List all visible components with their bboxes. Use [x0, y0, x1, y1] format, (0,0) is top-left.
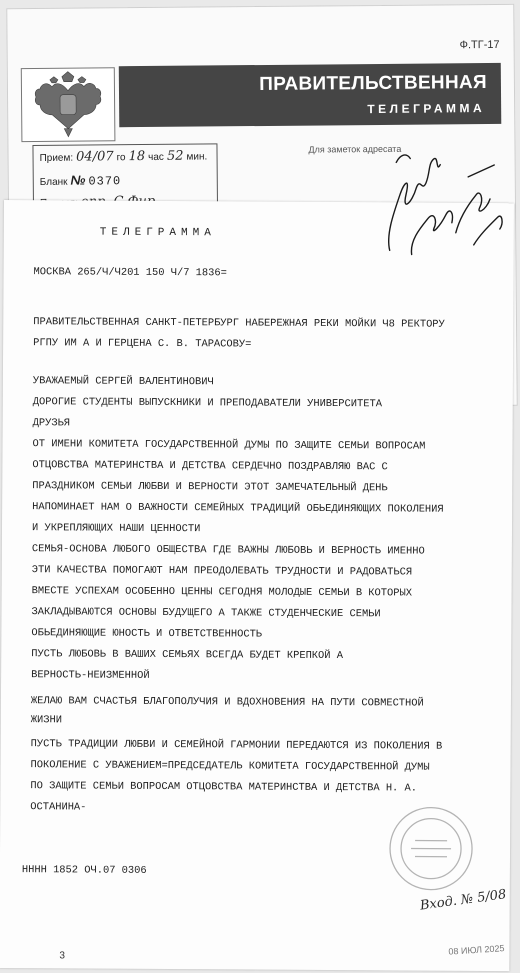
telegram-line: ПРАВИТЕЛЬСТВЕННАЯ САНКТ-ПЕТЕРБУРГ НАБЕРЕЖНАЯ РЕКИ МОЙКИ Ч8 РЕКТОРУ — [33, 316, 445, 331]
telegram-line: ПОКОЛЕНИЕ С УВАЖЕНИЕМ=ПРЕДСЕДАТЕЛЬ КОМИТЕТА ГОСУДАРСТВЕННОЙ ДУМЫ — [30, 759, 430, 774]
addressee-notes-label: Для заметок адресата — [308, 143, 402, 155]
telegram-line: ПО ЗАЩИТЕ СЕМЬИ ВОПРОСАМ ОТЦОВСТВА МАТЕРИНСТВА И ДЕТСТВА Н. А. — [30, 780, 418, 795]
telegram-line: ОСТАНИНА- — [30, 801, 87, 814]
telegram-line: ДРУЗЬЯ — [32, 417, 71, 430]
reception-date-suffix: го — [116, 152, 126, 164]
telegram-line: ПУСТЬ ТРАДИЦИИ ЛЮБВИ И СЕМЕЙНОЙ ГАРМОНИИ ПЕРЕДАЮТСЯ ИЗ ПОКОЛЕНИЯ В — [30, 738, 443, 753]
blank-row — [40, 172, 122, 189]
telegram-line: МОСКВА 265/Ч/Ч201 150 Ч/7 1836= — [33, 266, 227, 280]
telegram-line: РГПУ ИМ А И ГЕРЦЕНА С. В. ТАРАСОВУ= — [33, 337, 252, 351]
telegram-footer-code: НННН 1852 ОЧ.07 0306 — [21, 864, 147, 877]
telegram-line: ВМЕСТЕ УСПЕХАМ ОСОБЕННО ЦЕННЫ СЕГОДНЯ МОЛОДЫЕ СЕМЬИ В КОТОРЫХ — [31, 585, 412, 600]
handwritten-resolution — [376, 142, 517, 273]
telegram-line: ЗАКЛАДЫВАЮТСЯ ОСНОВЫ БУДУЩЕГО А ТАКЖЕ СТУДЕНЧЕСКИЕ СЕМЬИ — [31, 606, 381, 621]
incoming-registration-mark: Вход. № 5/08 — [419, 887, 508, 914]
telegram-line: ЭТИ КАЧЕСТВА ПОМОГАЮТ НАМ ПРЕОДОЛЕВАТЬ ТРУДНОСТИ И РАДОВАТЬСЯ — [31, 564, 413, 579]
telegram-line: ЖЕЛАЮ ВАМ СЧАСТЬЯ БЛАГОПОЛУЧИЯ И ВДОХНОВЕНИЯ НА ПУТИ СОВМЕСТНОЙ — [30, 695, 424, 710]
reception-label: Прием: — [39, 152, 74, 164]
telegram-line: ПУСТЬ ЛЮБОВЬ В ВАШИХ СЕМЬЯХ ВСЕГДА БУДЕТ КРЕПКОЙ А — [31, 648, 344, 663]
telegram-line: ПРАЗДНИКОМ СЕМЬИ ЛЮБВИ И ВЕРНОСТИ ЭТОТ ЗАМЕЧАТЕЛЬНЫЙ ДЕНЬ — [32, 480, 388, 495]
banner-subtitle: ТЕЛЕГРАММА — [367, 101, 486, 117]
blank-number-sign: № — [70, 172, 86, 188]
telegram-heading: ТЕЛЕГРАММА — [99, 226, 216, 240]
form-code: Ф.ТГ-17 — [459, 38, 500, 52]
reception-hour-suffix: час — [148, 151, 164, 163]
reception-date: 04/07 — [76, 149, 114, 165]
blank-number: 0370 — [88, 174, 122, 189]
reception-row — [39, 148, 207, 164]
telegram-line: ОТЦОВСТВА МАТЕРИНСТВА И ДЕТСТВА СЕРДЕЧНО ПОЗДРАВЛЯЮ ВАС С — [32, 459, 388, 474]
government-banner — [119, 63, 502, 127]
telegram-line: НАПОМИНАЕТ НАМ О ВАЖНОСТИ СЕМЕЙНЫХ ТРАДИЦИЙ ОБЬЕДИНЯЮЩИХ ПОКОЛЕНИЯ — [32, 501, 444, 516]
telegram-line: УВАЖАЕМЫЙ СЕРГЕЙ ВАЛЕНТИНОВИЧ — [32, 375, 214, 389]
telegram-paper — [0, 200, 514, 971]
reception-minutes-suffix: мин. — [186, 151, 208, 163]
telegram-line: ЖИЗНИ — [30, 714, 63, 727]
stamp-date: 08 ИЮЛ 2025 — [448, 943, 505, 957]
telegram-line: ОТ ИМЕНИ КОМИТЕТА ГОСУДАРСТВЕННОЙ ДУМЫ ПО ЗАЩИТЕ СЕМЬИ ВОПРОСАМ — [32, 438, 426, 453]
double-headed-eagle-icon — [22, 68, 115, 141]
telegram-line: СЕМЬЯ-ОСНОВА ЛЮБОГО ОБЩЕСТВА ГДЕ ВАЖНЫ ЛЮБОВЬ И ВЕРНОСТЬ ИМЕННО — [31, 543, 425, 558]
reception-hour: 18 — [128, 149, 146, 165]
telegram-line: ДОРОГИЕ СТУДЕНТЫ ВЫПУСКНИКИ И ПРЕПОДАВАТЕЛИ УНИВЕРСИТЕТА — [32, 396, 382, 411]
reception-minutes: 52 — [166, 148, 184, 164]
blank-label: Бланк — [39, 176, 68, 188]
page-number: 3 — [59, 950, 65, 962]
round-stamp — [385, 802, 478, 895]
banner-title: ПРАВИТЕЛЬСТВЕННАЯ — [259, 72, 488, 96]
telegram-line: И УКРЕПЛЯЮЩИХ НАШИ ЦЕННОСТИ — [31, 522, 201, 536]
telegram-line: ВЕРНОСТЬ-НЕИЗМЕННОЙ — [31, 669, 150, 682]
coat-of-arms-emblem — [21, 67, 116, 142]
telegram-line: ОБЬЕДИНЯЮЩИЕ ЮНОСТЬ И ОТВЕТСТВЕННОСТЬ — [31, 627, 263, 641]
